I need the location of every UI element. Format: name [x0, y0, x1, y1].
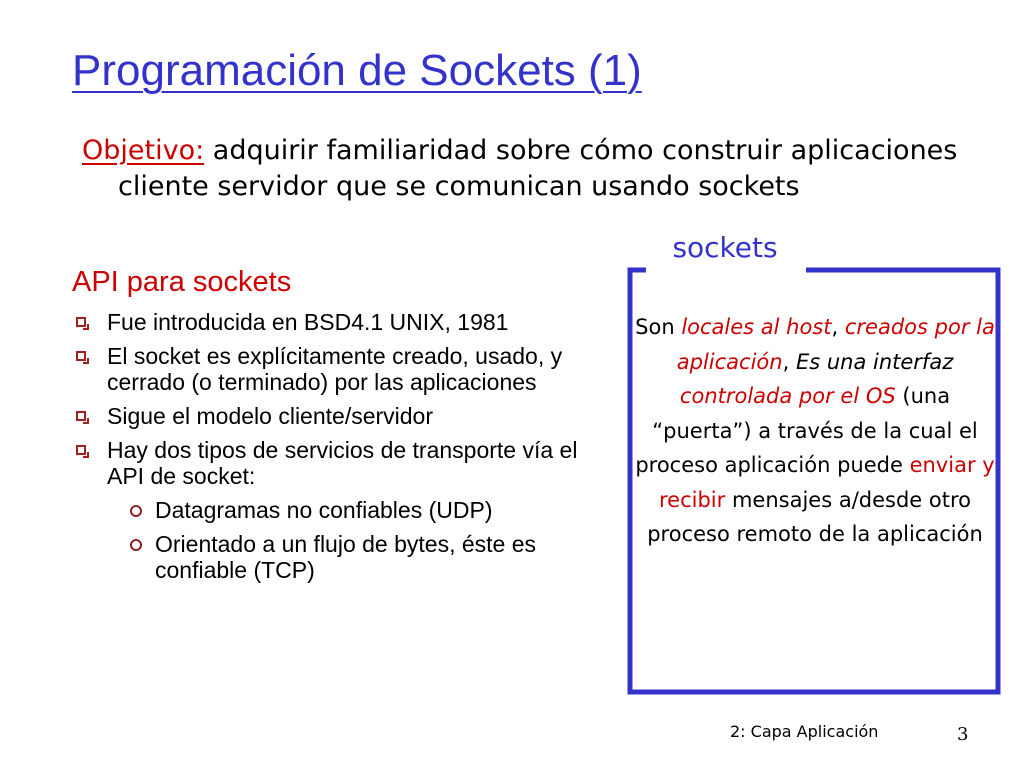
sockets-box-description	[630, 310, 1000, 552]
slide-title: Programación de Sockets (1)	[72, 46, 642, 95]
box-text-part: ,	[831, 315, 845, 339]
box-text-part: ,	[782, 349, 796, 374]
objective-text: adquirir familiaridad sobre cómo construir aplicaciones cliente servidor que se comunican usando sockets	[118, 135, 958, 202]
box-text-emphasis: controlada por el OS	[679, 384, 896, 408]
box-text-highlight: enviar y recibir	[659, 453, 995, 512]
box-text-emphasis: locales al host	[681, 315, 832, 339]
slide-footer: 2: Capa Aplicación	[730, 722, 879, 741]
bullet-text: Sigue el modelo cliente/servidor	[107, 403, 434, 429]
bullet-text: Hay dos tipos de servicios de transporte vía el API de socket:	[107, 437, 578, 489]
box-text-part: mensajes a/desde otro proceso remoto de la aplicación	[647, 487, 983, 546]
objective-label: Objetivo:	[82, 135, 205, 166]
box-text-italic: Es una interfaz	[795, 349, 954, 374]
bullet-text: El socket es explícitamente creado, usado, y cerrado (o terminado) por las aplicaciones	[107, 343, 563, 395]
box-text-part: Son	[635, 315, 682, 339]
bullet-text: Fue introducida en BSD4.1 UNIX, 1981	[107, 309, 509, 335]
sub-bullet-text: Datagramas no confiables (UDP)	[155, 497, 493, 523]
sockets-box-label: sockets	[672, 231, 778, 264]
box-text-part: (una “puerta”) a través de la cual el proceso aplicación puede	[635, 384, 978, 477]
page-number: 3	[957, 724, 969, 745]
api-heading: API para sockets	[72, 266, 292, 298]
sub-bullet-text: Orientado a un flujo de bytes, éste es confiable (TCP)	[155, 531, 537, 583]
box-text-emphasis: creados por la aplicación	[676, 315, 995, 374]
